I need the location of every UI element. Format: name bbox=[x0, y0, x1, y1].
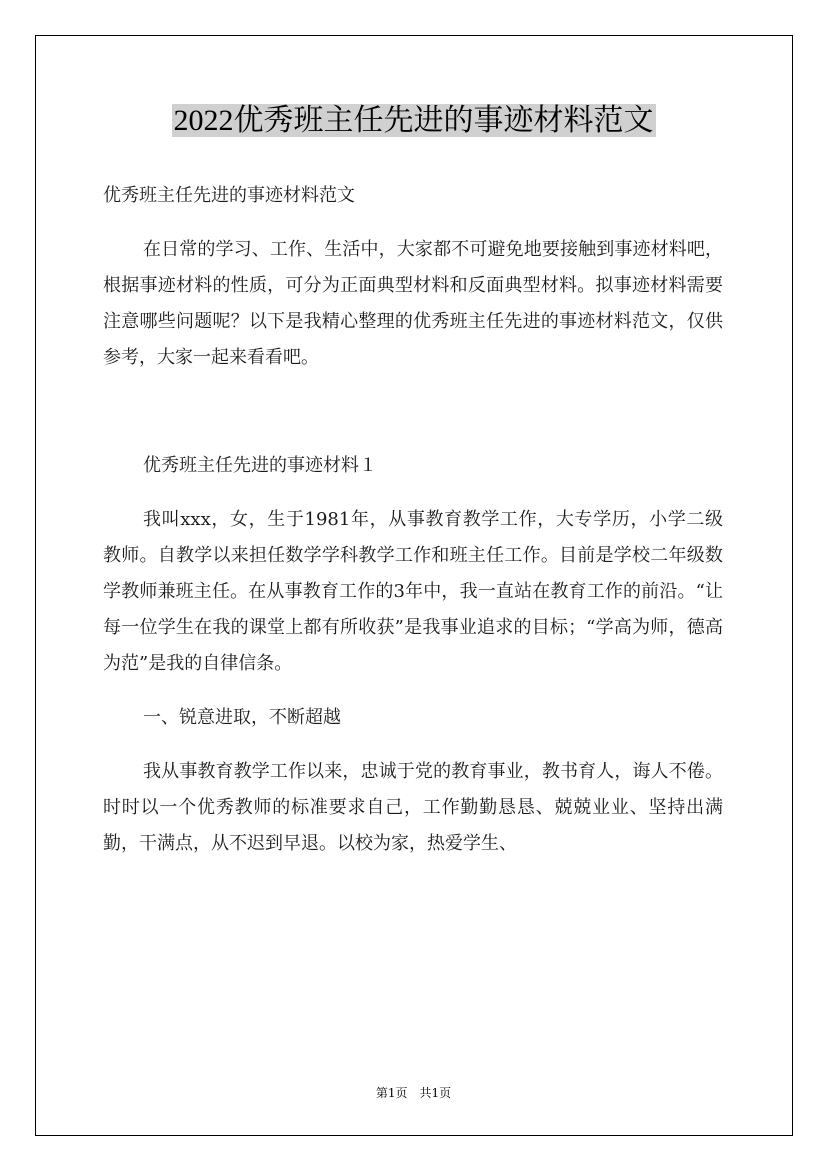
paragraph-2: 我从事教育教学工作以来，忠诚于党的教育事业，教书育人，诲人不倦。时时以一个优秀教师的标准要求自己，工作勤勤恳恳、兢兢业业、坚持出满勤，干满点，从不迟到早退。以校为家，热爱学生、 bbox=[103, 761, 723, 854]
page-footer: 第1页 共1页 bbox=[375, 1086, 452, 1100]
sub-heading: 一、锐意进取，不断超越 bbox=[143, 707, 341, 728]
spacer bbox=[103, 394, 723, 448]
document-body bbox=[103, 178, 723, 880]
document-title-text: 2022优秀班主任先进的事迹材料范文 bbox=[173, 104, 654, 137]
intro-paragraph: 在日常的学习、工作、生活中，大家都不可避免地要接触到事迹材料吧，根据事迹材料的性质，可分为正面典型材料和反面典型材料。拟事迹材料需要注意哪些问题呢？以下是我精心整理的优秀班主任先进的事迹材料范文，仅供参考，大家一起来看看吧。 bbox=[103, 239, 723, 368]
paragraph-1: 我叫xxx，女，生于1981年，从事教育教学工作，大专学历，小学二级教师。自教学以来担任数学学科教学工作和班主任工作。目前是学校二年级数学教师兼班主任。在从事教育工作的3年中，我一直站在教育工作的前沿。“让每一位学生在我的课堂上都有所收获”是我事业追求的目标；“学高为师，德高为范”是我的自律信条。 bbox=[103, 509, 723, 674]
document-title bbox=[0, 101, 827, 141]
subtitle: 优秀班主任先进的事迹材料范文 bbox=[103, 185, 355, 206]
section-heading: 优秀班主任先进的事迹材料１ bbox=[143, 455, 377, 476]
